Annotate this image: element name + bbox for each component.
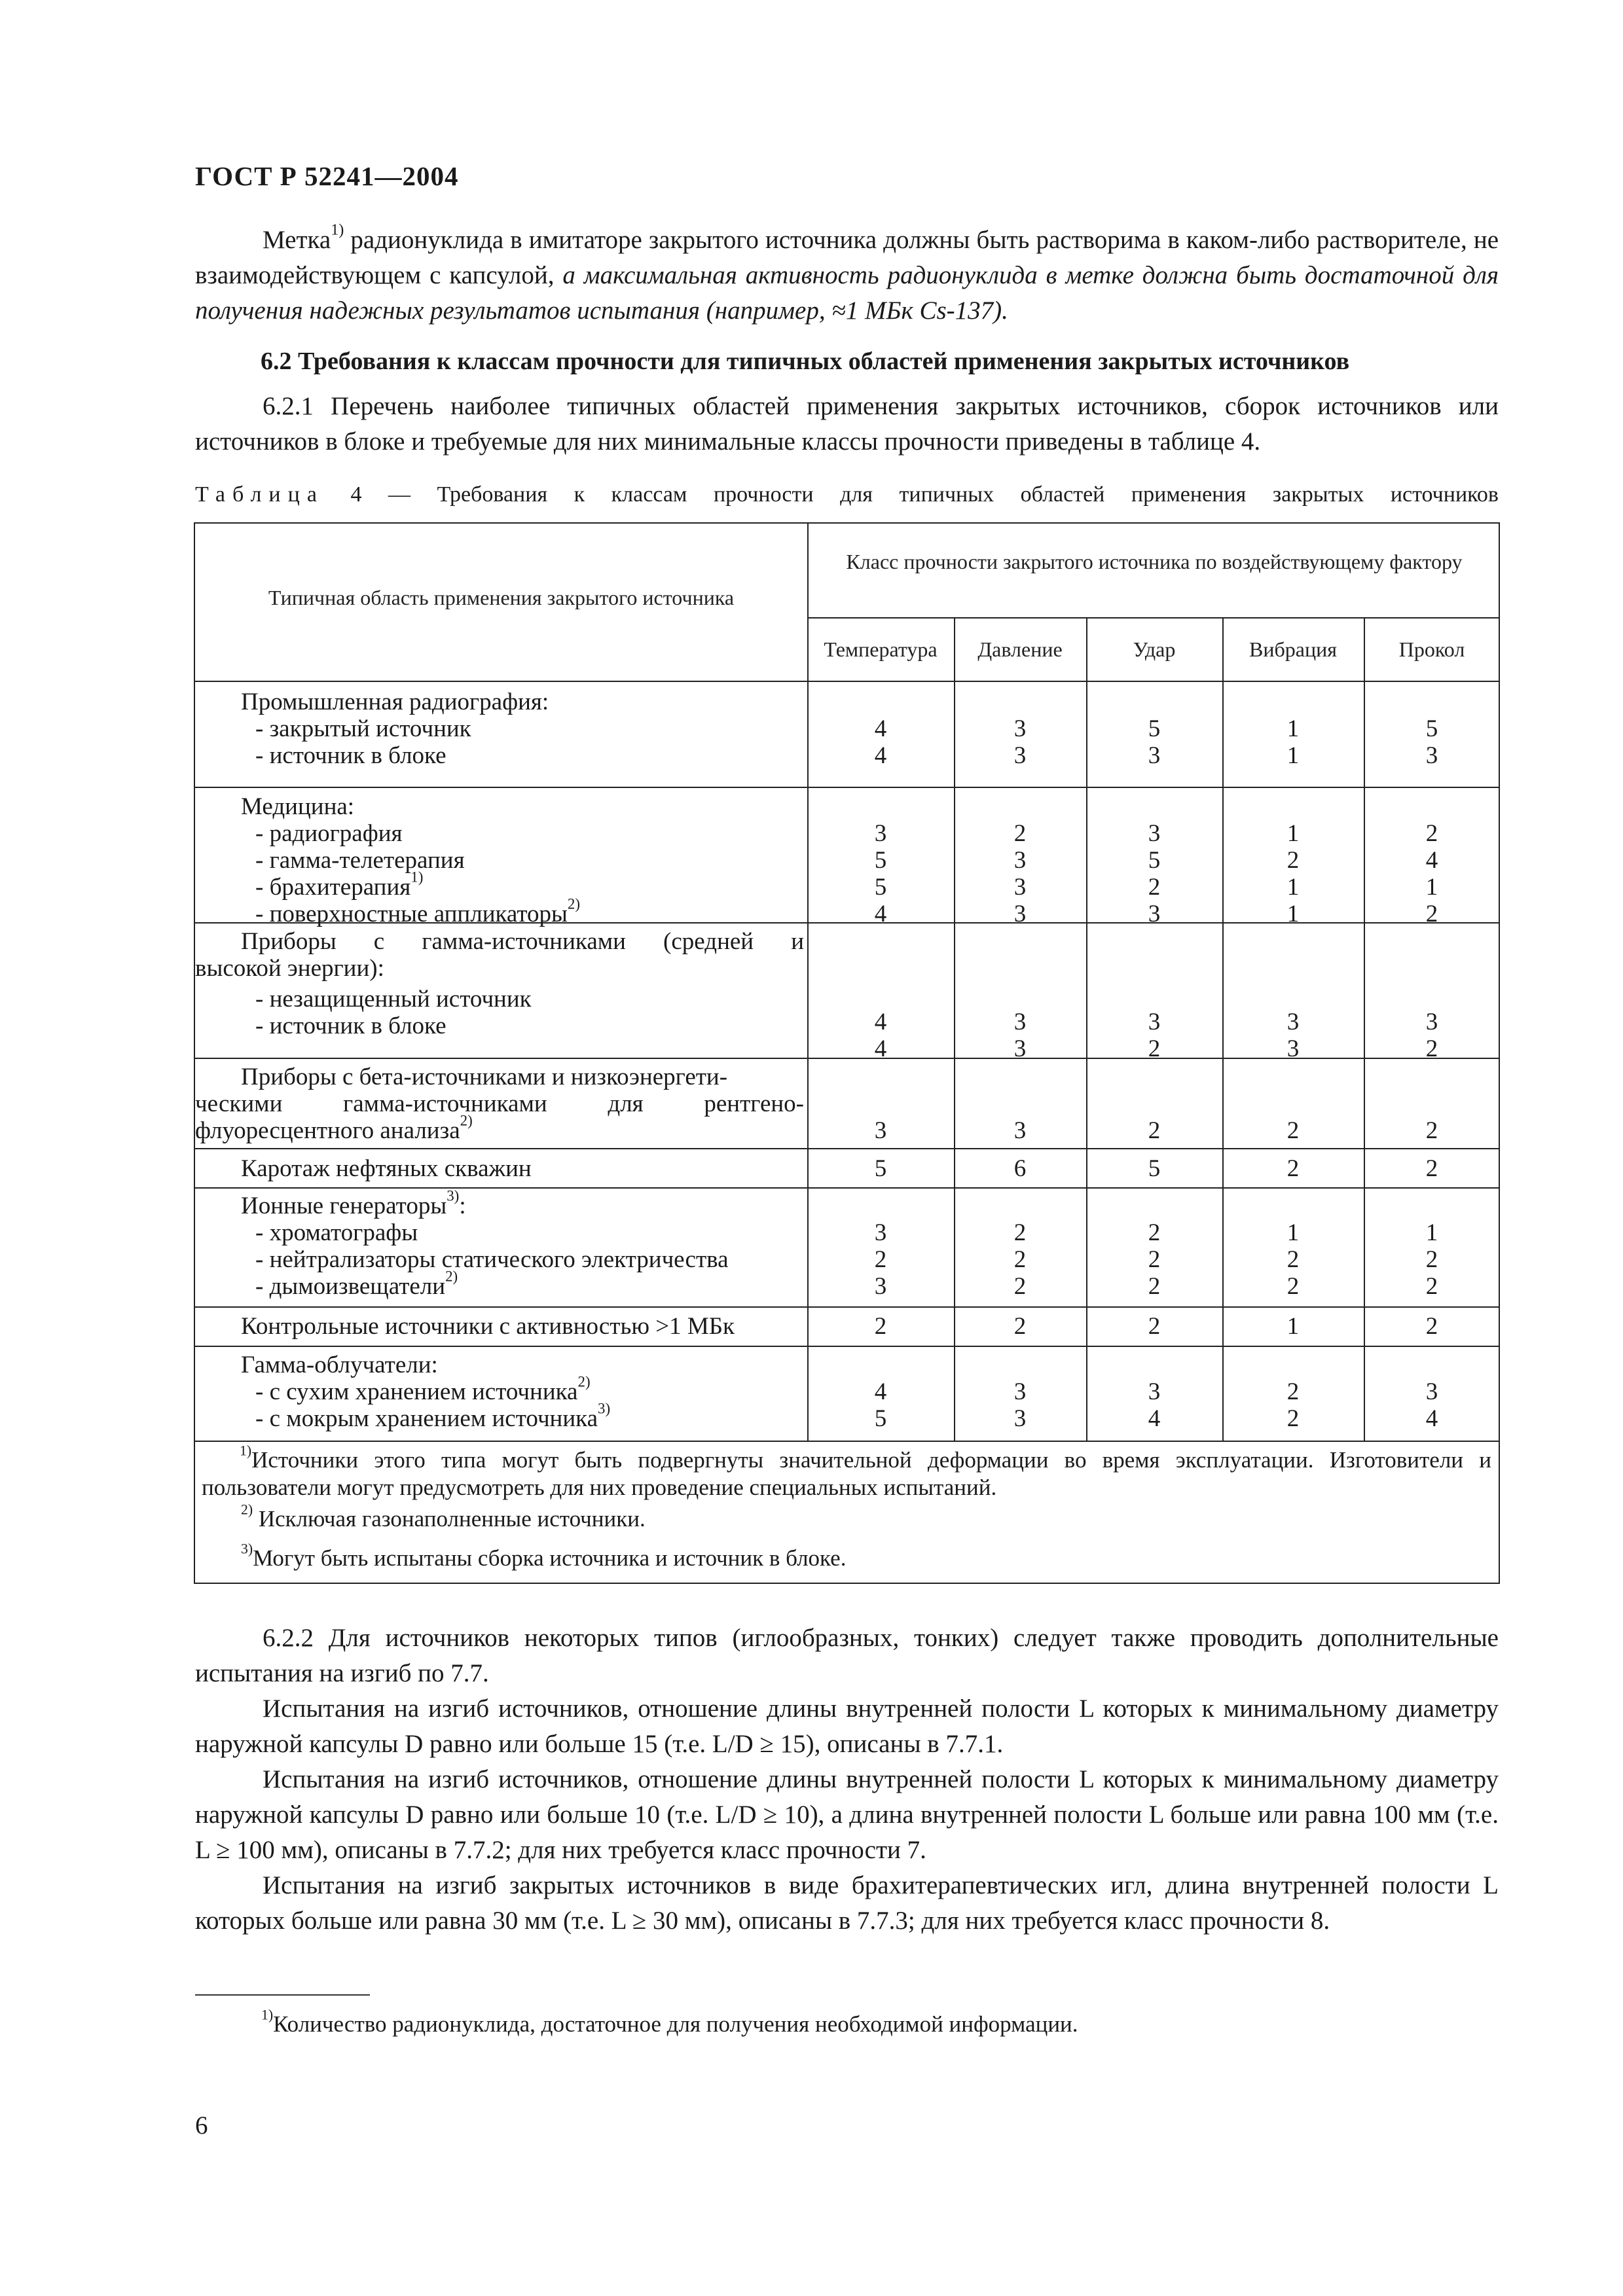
values-puncture: 2 — [1425, 1313, 1438, 1340]
values-impact: 5 3 — [1148, 715, 1161, 769]
table-row-group-medicine: Медицина: - радиография - гамма-телетерапия - брахитерапия$^{1)}$ - поверхностные аппликаторы$^{2)}$ — [241, 793, 581, 927]
values-pressure: 3 3 — [1013, 715, 1027, 769]
paragraph-6-2-2: 6.2.2 Для источников некоторых типов (иглообразных, тонких) следует также проводить дополнительные испытания на изгиб по 7.7. Испытания на изгиб источников, отношение длины внутренней полости L которых к минимальному диаметру наружной капсулы D равно или больше 15 (т.е. L/D ≥ 15), описаны в 7.7.1. Испытания на изгиб источников, отношение длины внутренней полости L которых к минимальному диаметру наружной капсулы D равно или больше 10 (т.е. L/D ≥ 10), а длина внутренней полости L больше или равна 100 мм (т.е. L ≥ 100 мм), описаны в 7.7.2; для них требуется класс прочности 7. Испытания на изгиб закрытых источников в виде брахитерапевтических игл, длина внутренней полости L которых больше или равна 30 мм (т.е. L ≥ 30 мм), описаны в 7.7.3; для них требуется класс прочности 8. — [195, 1624, 1499, 1935]
values-puncture: 2 4 1 2 — [1425, 820, 1438, 927]
values-temperature: 3 5 5 4 — [874, 820, 887, 927]
values-pressure: 3 3 — [1013, 1009, 1027, 1062]
table-row-group-gamma-devices: Приборы с гамма-источниками (средней и высокой энергии): - незащищенный источник - источник в блоке — [195, 928, 804, 1039]
values-pressure: 3 — [1013, 1117, 1027, 1144]
intro-paragraph: Метка$^{1)}$ радионуклида в имитаторе закрытого источника должны быть растворима в каком-либо растворителе, не взаимодействующем с капсулой, а максимальная активность радионуклида в метке должна быть достаточной для получения надежных результатов испытания (например, ≈1 МБк Cs-137). — [195, 221, 1499, 325]
column-header-vibration: Вибрация — [1249, 637, 1337, 661]
table-row-group-industrial: Промышленная радиография: - закрытый источник - источник в блоке — [241, 689, 549, 769]
values-pressure: 2 3 3 3 — [1013, 820, 1027, 927]
values-temperature: 5 — [874, 1155, 887, 1182]
values-vibration: 1 1 — [1286, 715, 1300, 769]
values-puncture: 2 — [1425, 1155, 1438, 1182]
values-puncture: 5 3 — [1425, 715, 1438, 769]
values-temperature: 2 — [874, 1313, 887, 1340]
values-impact: 5 — [1148, 1155, 1161, 1182]
values-vibration: 1 2 2 — [1286, 1219, 1300, 1300]
paragraph-6-2-1: 6.2.1 Перечень наиболее типичных областей применения закрытых источников, сборок источников или источников в блоке и требуемые для них минимальные классы прочности приведены в таблице 4. — [195, 392, 1499, 456]
values-pressure: 3 3 — [1013, 1378, 1027, 1432]
values-vibration: 2 — [1286, 1117, 1300, 1144]
values-puncture: 1 2 2 — [1425, 1219, 1438, 1300]
values-temperature: 4 5 — [874, 1378, 887, 1432]
values-temperature: 3 2 3 — [874, 1219, 887, 1300]
column-header-pressure: Давление — [977, 637, 1063, 661]
column-header-temperature: Температура — [824, 637, 938, 661]
document-header: ГОСТ Р 52241—2004 — [195, 161, 459, 191]
values-vibration: 2 2 — [1286, 1378, 1300, 1432]
section-title: 6.2 Требования к классам прочности для типичных областей применения закрытых источников — [261, 348, 1350, 375]
values-puncture: 3 2 — [1425, 1009, 1438, 1062]
values-impact: 2 — [1148, 1313, 1161, 1340]
table-row-group-gamma-irradiators: Гамма-облучатели: - с сухим хранением источника$^{2)}$ - с мокрым хранением источника$^{3)}$ — [241, 1352, 611, 1432]
table-row-group-beta-devices: Приборы с бета-источниками и низкоэнергети- ческими гамма-источниками для рентгено- флуоресцентного анализа$^{2)}$ — [195, 1064, 804, 1144]
column-header-puncture: Прокол — [1398, 637, 1465, 661]
values-impact: 2 — [1148, 1117, 1161, 1144]
values-impact: 2 2 2 — [1148, 1219, 1161, 1300]
column-group-header: Класс прочности закрытого источника по воздействующему фактору — [846, 550, 1463, 573]
values-pressure: 2 2 2 — [1013, 1219, 1027, 1300]
column-header-area: Типичная область применения закрытого источника — [268, 586, 735, 609]
values-puncture: 3 4 — [1425, 1378, 1438, 1432]
table-footnote-1: $^{1)}$Источники этого типа могут быть подвергнуты значительной деформации во время эксплуатации. Изготовители и пользователи могут предусмотреть для них проведение специальных испытаний. — [202, 1443, 1491, 1500]
footnote-divider — [195, 1994, 370, 1996]
page-footnote: $^{1)}$Количество радионуклида, достаточное для получения необходимой информации. — [261, 2007, 1078, 2037]
values-impact: 3 2 — [1148, 1009, 1161, 1062]
values-vibration: 1 — [1286, 1313, 1300, 1340]
values-pressure: 6 — [1013, 1155, 1027, 1182]
values-vibration: 2 — [1286, 1155, 1300, 1182]
column-header-impact: Удар — [1133, 637, 1176, 661]
table-footnote-2: $^{2)}$ Исключая газонаполненные источники. — [241, 1501, 646, 1532]
values-vibration: 3 3 — [1286, 1009, 1300, 1062]
values-temperature: 4 4 — [874, 1009, 887, 1062]
values-puncture: 2 — [1425, 1117, 1438, 1144]
values-temperature: 3 — [874, 1117, 887, 1144]
requirements-table — [194, 522, 1500, 1584]
values-vibration: 1 2 1 1 — [1286, 820, 1300, 927]
table-row-group-ion-generators: Ионные генераторы$^{3)}$: - хроматографы - нейтрализаторы статического электричества - дымоизвещатели$^{2)}$ — [241, 1187, 729, 1300]
table-footnote-3: $^{3)}$Могут быть испытаны сборка источника и источник в блоке. — [241, 1541, 847, 1571]
values-impact: 3 5 2 3 — [1148, 820, 1161, 927]
values-temperature: 4 4 — [874, 715, 887, 769]
page-number: 6 — [195, 2111, 208, 2140]
values-impact: 3 4 — [1148, 1378, 1161, 1432]
values-pressure: 2 — [1013, 1313, 1027, 1340]
table-row-control-sources: Контрольные источники с активностью >1 МБк — [241, 1313, 735, 1340]
table-caption: Таблица 4 — Требования к классам прочности для типичных областей применения закрытых источников — [195, 482, 1499, 507]
table-row-well-logging: Каротаж нефтяных скважин — [241, 1155, 532, 1182]
